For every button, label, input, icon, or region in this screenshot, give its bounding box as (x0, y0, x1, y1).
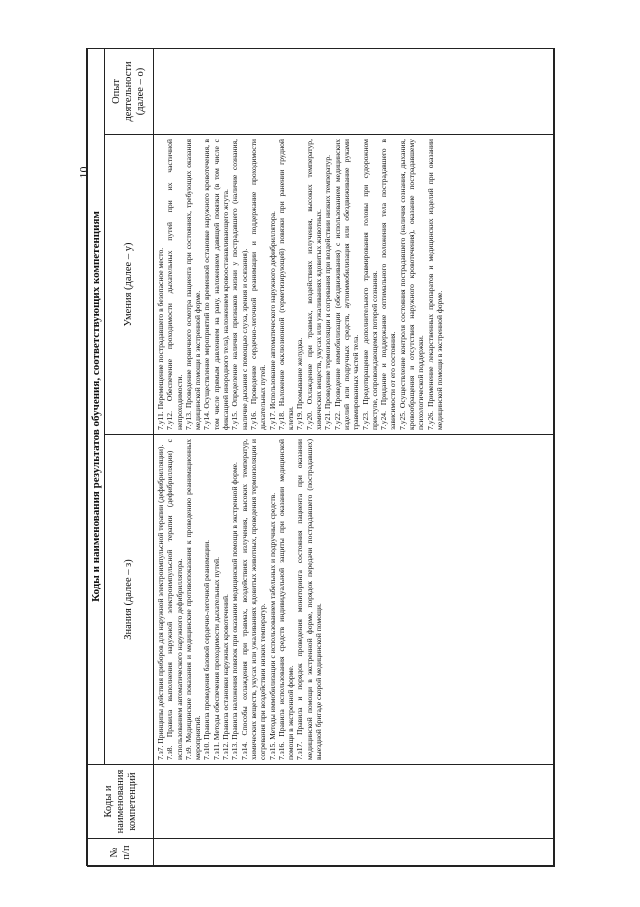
skill-item: 7.у25. Осуществление контроля состояния пострадавшего (наличия сознания, дыхания, кровообращения и отсутствия наружного кровотечения), оказание пострадавшему психологической поддержки. (397, 139, 426, 430)
header-skills: Умения (далее – у) (105, 135, 154, 435)
rotated-table-canvas (87, 49, 555, 867)
header-knowledge: Знания (далее – з) (105, 435, 154, 765)
cell-skills (154, 135, 555, 435)
knowledge-item: 7.з8. Правила выполнения наружной электроимпульсной терапии (дефибрилляции) с использованием автоматического наружного дефибриллятора. (165, 439, 184, 760)
skill-item: 7.у17. Использование автоматического наружного дефибриллятора. (267, 211, 277, 430)
header-number: № п/п (88, 839, 154, 867)
knowledge-item: 7.з9. Медицинские показания и медицинские противопоказания к проведению реанимационных мероприятий. (183, 439, 203, 760)
cell-number (154, 839, 555, 867)
skill-item: 7.у18. Наложение окклюзионной (герметизирующей) повязки при ранении грудной клетки. (276, 139, 296, 430)
page-number-text: 10 (76, 166, 91, 179)
skill-item: 7.у11. Перемещение пострадавшего в безопасное место. (156, 247, 165, 430)
skill-item: 7.у21. Проведение термоизоляции и согревания при воздействии низких температур. (323, 154, 333, 430)
skill-item: 7.у20. Охлаждение при травмах, воздействиях излучения, высоких температур, химических веществ, укусах или ужаливаниях ядовитых животных. (304, 139, 324, 430)
skill-item: 7.у16. Проведение сердечно-легочной реанимации и поддержание проходимости дыхательных путей. (248, 139, 268, 430)
competency-table (86, 48, 554, 866)
skill-item: 7.у23. Предотвращение дополнительного травмирования головы при судорожном приступе, сопровождающемся потерей сознания. (360, 139, 379, 430)
knowledge-item: 7.з17. Правила и порядок проведения мониторинга состояния пациента при оказании медицинской помощи в экстренной форме, порядок передачи пострадавшего (пострадавших) выездной бригаде скорой медицинской помощи. (295, 439, 324, 760)
skill-item: 7.у24. Придание и поддержание оптимального положения тела пострадавшего в зависимости от его состояния. (379, 139, 398, 430)
skill-item: 7.у13. Проведение первичного осмотра пациента при состояниях, требующих оказания медицинской помощи в экстренной форме. (183, 139, 203, 430)
knowledge-item: 7.з15. Методы иммобилизации с использованием табельных и подручных средств. (267, 492, 277, 760)
knowledge-item: 7.з16. Правила использования средств индивидуальной защиты при оказании медицинской помощи в экстренной форме. (276, 439, 296, 760)
knowledge-item: 7.з11. Методы обеспечения проходимости дыхательных путей. (211, 556, 221, 760)
skill-item: 7.у12. Обеспечение проходимости дыхательных путей при их частичной непроходимости. (165, 139, 184, 430)
skill-item: 7.у15. Определение наличия признаков жизни у пострадавшего (наличие сознания, наличие дыхания с помощью слуха, зрения и осязания). (230, 139, 249, 430)
skill-item: 7.у14. Осуществление мероприятий по временной остановке наружного кровотечения, в том числе прямым давлением на рану, наложением давящей повязки (в том числе с фиксацией инородного тела), наложением кровоостанавливающего жгута. (202, 139, 231, 430)
header-experience: Опыт деятельности (далее – о) (105, 48, 154, 134)
knowledge-item: 7.з10. Правила проведения базовой сердечно-легочной реанимации. (202, 539, 212, 760)
knowledge-item: 7.з7. Принципы действия приборов для наружной электроимпульсной терапии (дефибрилляции). (156, 444, 165, 760)
cell-codes (154, 765, 555, 839)
skill-item: 7.у22. Проведение иммобилизации (обездвиживания) с использованием медицинских изделий или подручных средств, аутоиммобилизация или обездвиживание руками травмированных частей тела. (332, 139, 361, 430)
skill-item: 7.у19. Промывание желудка. (295, 337, 305, 430)
results-table (87, 48, 555, 867)
knowledge-item: 7.з13. Правила наложения повязок при оказании медицинской помощи в экстренной форме. (230, 462, 240, 760)
cell-experience (154, 48, 555, 134)
knowledge-item: 7.з12. Правила остановки наружных кровотечений. (221, 594, 231, 760)
cell-knowledge (154, 435, 555, 765)
header-codes: Коды и наименования компетенций (88, 765, 154, 839)
knowledge-item: 7.з14. Способы охлаждения при травмах, воздействиях излучения, высоких температур, химических веществ, укусах или ужаливаниях ядовитых животных, проведения термоизоляции и согревания при воздействии низких температур. (239, 439, 268, 760)
skill-item: 7.у26. Применение лекарственных препаратов и медицинских изделий при оказании медицинской помощи в экстренной форме. (425, 139, 444, 430)
header-results: Коды и наименования результатов обучения, соответствующих компетенциям (88, 48, 105, 764)
